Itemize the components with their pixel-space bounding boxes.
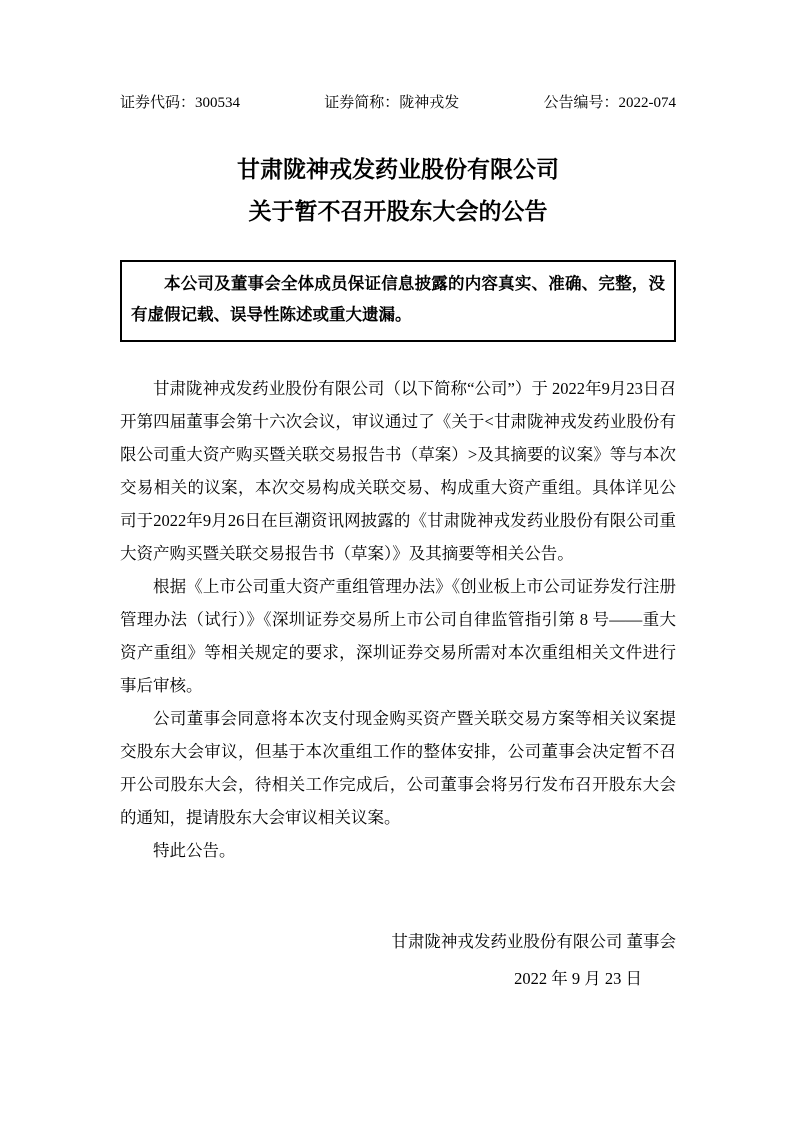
disclaimer-box	[120, 260, 676, 342]
document-header	[120, 92, 676, 114]
signature-company: 甘肃陇神戎发药业股份有限公司 董事会	[391, 932, 676, 951]
body-paragraph-1: 甘肃陇神戎发药业股份有限公司（以下简称“公司”）于 2022年9月23日召开第四届董事会第十六次会议，审议通过了《关于<甘肃陇神戎发药业股份有限公司重大资产购买暨关联交易报告书（草案）>及其摘要的议案》等与本次交易相关的议案，本次交易构成关联交易、构成重大资产重组。具体详见公司于2022年9月26日在巨潮资讯网披露的《甘肃陇神戎发药业股份有限公司重大资产购买暨关联交易报告书（草案）》及其摘要等相关公告。	[120, 379, 676, 563]
closing-statement: 特此公告。	[153, 841, 236, 860]
stock-code: 证券代码：300534	[120, 95, 241, 111]
signature-block	[120, 923, 676, 997]
document-body	[120, 372, 676, 867]
signature-date: 2022 年 9 月 23 日	[514, 969, 642, 988]
body-paragraph-2: 根据《上市公司重大资产重组管理办法》《创业板上市公司证券发行注册管理办法（试行）》《深圳证券交易所上市公司自律监管指引第 8 号——重大资产重组》等相关规定的要求，深圳证券交易所需对本次重组相关文件进行事后审核。	[120, 577, 676, 695]
document-title-line1: 甘肃陇神戎发药业股份有限公司	[237, 156, 559, 182]
announcement-number: 公告编号：2022-074	[543, 95, 676, 111]
body-paragraph-3: 公司董事会同意将本次支付现金购买资产暨关联交易方案等相关议案提交股东大会审议，但基于本次重组工作的整体安排，公司董事会决定暂不召开公司股东大会，待相关工作完成后，公司董事会将另行发布召开股东大会的通知，提请股东大会审议相关议案。	[120, 709, 676, 827]
document-title	[120, 148, 676, 232]
stock-short-name: 证券简称：陇神戎发	[324, 95, 460, 111]
disclaimer-text: 本公司及董事会全体成员保证信息披露的内容真实、准确、完整，没有虚假记载、误导性陈述或重大遗漏。	[131, 275, 665, 324]
document-title-line2: 关于暂不召开股东大会的公告	[248, 198, 548, 224]
